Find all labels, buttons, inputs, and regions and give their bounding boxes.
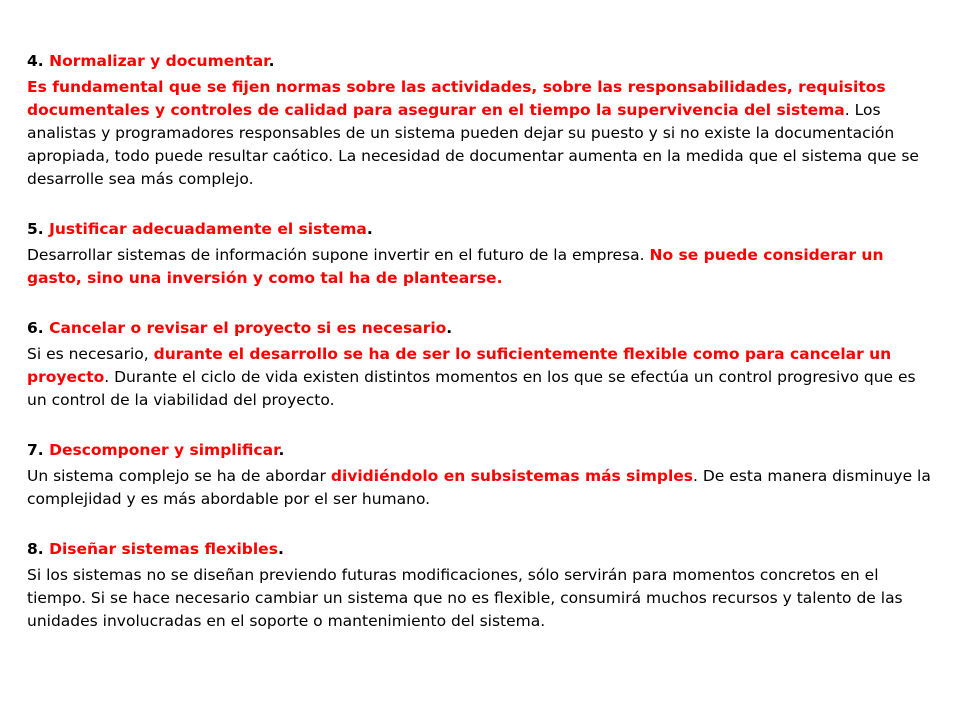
section-number: 4.	[27, 52, 44, 70]
body-text: . Los analistas y programadores responsables de un sistema pueden dejar su puesto y si no existe la documentación apropiada, todo puede resultar caótico. La necesidad de documentar aumenta en la medida que el sistema que se desarrolle sea más complejo.	[27, 101, 919, 188]
section-body	[27, 244, 937, 290]
section-4	[27, 50, 937, 191]
section-heading	[27, 439, 937, 461]
section-body	[27, 343, 937, 412]
body-highlight: No se puede considerar un gasto, sino una inversión y como tal ha de plantearse.	[27, 246, 884, 287]
heading-period: .	[446, 319, 453, 337]
section-body	[27, 465, 937, 511]
section-number: 8.	[27, 540, 44, 558]
slide-content	[27, 50, 937, 660]
section-heading	[27, 50, 937, 72]
section-6	[27, 317, 937, 412]
body-text: Desarrollar sistemas de información supone invertir en el futuro de la empresa.	[27, 246, 650, 264]
section-title: Normalizar y documentar	[49, 52, 269, 70]
heading-period: .	[268, 52, 275, 70]
section-number: 6.	[27, 319, 44, 337]
body-highlight: Es fundamental que se fijen normas sobre las actividades, sobre las responsabilidades, requisitos documentales y controles de calidad para asegurar en el tiempo la supervivencia del sistema	[27, 78, 886, 119]
section-5	[27, 218, 937, 290]
section-heading	[27, 538, 937, 560]
body-highlight: durante el desarrollo se ha de ser lo suficientemente flexible como para cancelar un proyecto	[27, 345, 892, 386]
body-text: Si los sistemas no se diseñan previendo futuras modificaciones, sólo servirán para momentos concretos en el tiempo. Si se hace necesario cambiar un sistema que no es flexible, consumirá muchos recursos y talento de las unidades involucradas en el soporte o mantenimiento del sistema.	[27, 566, 903, 630]
section-heading	[27, 317, 937, 339]
section-body	[27, 564, 937, 633]
body-text: . De esta manera disminuye la complejidad y es más abordable por el ser humano.	[27, 467, 931, 508]
section-number: 5.	[27, 220, 44, 238]
body-text: Un sistema complejo se ha de abordar	[27, 467, 331, 485]
section-title: Descomponer y simplificar	[49, 441, 279, 459]
section-7	[27, 439, 937, 511]
section-title: Justificar adecuadamente el sistema	[49, 220, 367, 238]
heading-period: .	[366, 220, 373, 238]
heading-period: .	[278, 441, 285, 459]
heading-period: .	[277, 540, 284, 558]
body-text: . Durante el ciclo de vida existen distintos momentos en los que se efectúa un control progresivo que es un control de la viabilidad del proyecto.	[27, 368, 916, 409]
body-highlight: dividiéndolo en subsistemas más simples	[330, 467, 694, 485]
section-heading	[27, 218, 937, 240]
section-body	[27, 76, 937, 191]
section-title: Cancelar o revisar el proyecto si es necesario	[49, 319, 447, 337]
section-8	[27, 538, 937, 633]
section-number: 7.	[27, 441, 44, 459]
section-title: Diseñar sistemas flexibles	[49, 540, 278, 558]
body-text: Si es necesario,	[27, 345, 154, 363]
